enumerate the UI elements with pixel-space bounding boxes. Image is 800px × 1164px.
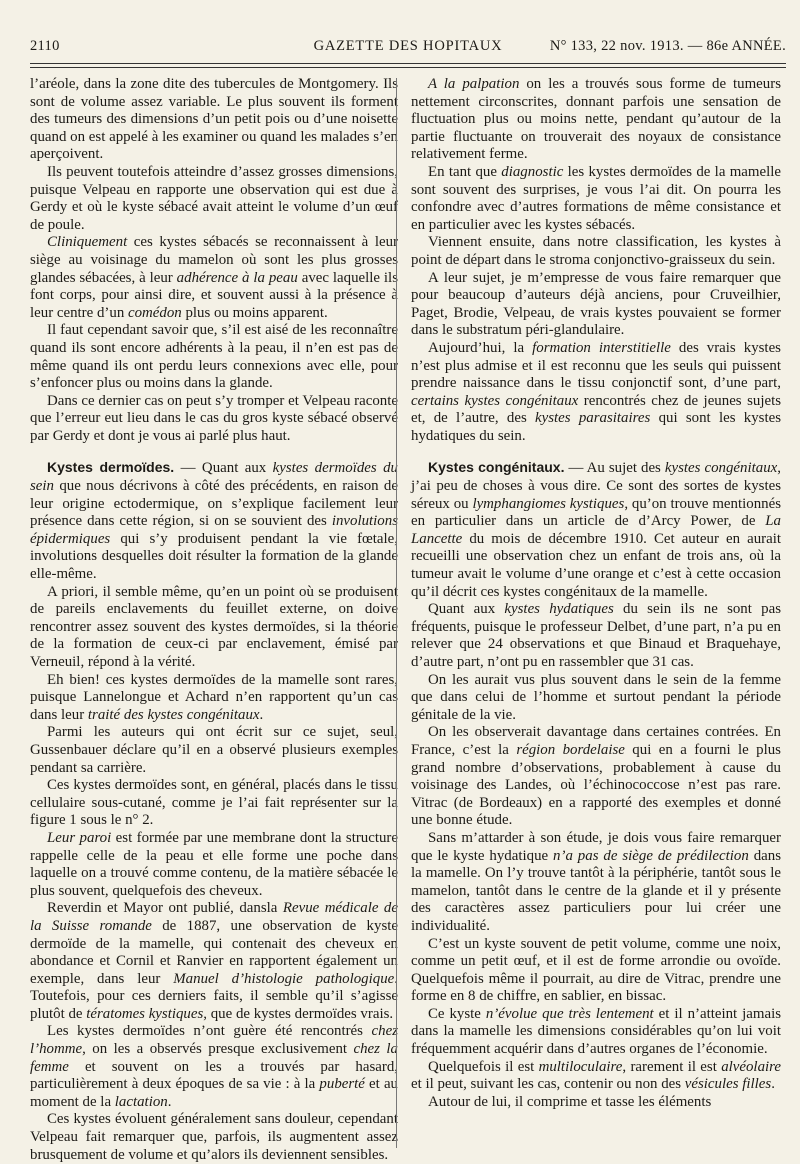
paragraph: Quant aux kystes hydatiques du sein ils ne sont pas fréquents, puisque le professeur Delbet, d’une part, n’a pu en relever que 24 observations et que Binaud et Braquehaye, d’autre part, n’ont pu en rassembler que 31 cas.: [411, 601, 782, 670]
paragraph: On les aurait vus plus souvent dans le sein de la femme que dans celui de l’homme et surtout pendant la période génitale de la vie.: [411, 671, 781, 723]
paragraph: Viennent ensuite, dans notre classification, les kystes à point de départ dans le stroma conjonctivo-graisseux du sein.: [411, 234, 781, 268]
paragraph: Dans ce dernier cas on peut s’y tromper et Velpeau raconte que l’erreur eut lieu dans le cas du gros kyste sébacé observé par Gerdy et dont je vous ai parlé plus haut.: [30, 392, 398, 444]
paragraph: Il faut cependant savoir que, s’il est aisé de les reconnaître quand ils sont encore adhérents à la peau, il n’en est pas de même quand ils ont perdu leurs connexions avec elle, pour s’enfoncer plus ou moins dans la glande.: [30, 322, 398, 392]
page-header: [30, 38, 786, 60]
paragraph: Ils peuvent toutefois atteindre d’assez grosses dimensions, puisque Velpeau en rapporte une observation qui est due à Gerdy et où le kyste sébacé avait atteint le volume d’un œuf de poule.: [30, 163, 398, 233]
paragraph: En tant que diagnostic les kystes dermoïdes de la mamelle sont souvent des surprises, je vous l’ai dit. On pourra les confondre avec d’autres formations de même consistance et en particulier avec les kystes sébacés.: [411, 163, 781, 233]
paragraph: A la palpation on les a trouvés sous forme de tumeurs nettement circonscrites, donnant parfois une sensation de fluctuation plus ou moins nette, pendant qu’autour de la partie fluctuante on trouverait des noyaux de consistance relativement ferme.: [411, 76, 781, 163]
paragraph: Eh bien! ces kystes dermoïdes de la mamelle sont rares, puisque Lannelongue et Achard n’en rapportent qu’un cas dans leur traité des kystes congénitaux.: [30, 671, 398, 723]
paragraph: Les kystes dermoïdes n’ont guère été rencontrés chez l’homme, on les a observés presque exclusivement chez la femme et souvent on les a trouvés par hasard, particulièrement à deux époques de sa vie : à la puberté et au moment de la lactation.: [30, 1023, 398, 1110]
left-column: [30, 76, 398, 1164]
paragraph: Kystes dermoïdes. — Quant aux kystes dermoïdes du sein que nous décrivons à côté des précédents, en raison de leur origine ectodermique, on s’explique facilement leur présence dans cette région, si on se souvient des involutions épidermiques qui s’y produisent pendant la vie fœtale, involutions desquelles doit résulter la formation de la glande elle-même.: [30, 459, 398, 583]
paragraph: Sans m’attarder à son étude, je dois vous faire remarquer que le kyste hydatique n’a pas de siège de prédilection dans la mamelle. On l’y trouve tantôt à la périphérie, tantôt sous le mamelon, tantôt dans le centre de la glande et il y présente des caractères assez particuliers pour lui créer une individualité.: [411, 829, 781, 934]
issue-info: N° 133, 22 nov. 1913. — 86e ANNÉE.: [549, 38, 786, 54]
column-divider: [396, 78, 397, 1148]
page-number: 2110: [30, 38, 60, 54]
paragraph: l’aréole, dans la zone dite des tubercules de Montgomery. Ils sont de volume assez variable. Le plus souvent ils forment des tumeurs des dimensions d’un petit pois ou d’une noisette quand on est appelé à les examiner ou quand les malades s’en aperçoivent.: [30, 76, 398, 163]
paragraph: Leur paroi est formée par une membrane dont la structure rappelle celle de la peau et elle forme une poche dans laquelle on a trouvé comme contenu, de la matière sébacée le plus souvent, quelquefois des cheveux.: [30, 829, 398, 899]
paragraph: Reverdin et Mayor ont publié, dansla Revue médicale de la Suisse romande de 1887, une observation de kyste dermoïde de la mamelle, qui contenait des cheveux en abondance et Cornil et Ranvier en rapportent également un exemple, dans leur Manuel d’histologie pathologique. Toutefois, pour ces derniers faits, il semble qu’il s’agisse plutôt de tératomes kystiques, que de kystes dermoïdes vrais.: [30, 900, 398, 1022]
paragraph: Autour de lui, il comprime et tasse les éléments: [428, 1093, 712, 1110]
paragraph: Cliniquement ces kystes sébacés se reconnaissent à leur siège au voisinage du mamelon où sont les plus grosses glandes sébacées, à leur adhérence à la peau avec laquelle ils font corps, pour ainsi dire, et souvent aussi à la présence à leur centre d’un comédon plus ou moins apparent.: [30, 234, 398, 321]
header-rule: [30, 63, 786, 64]
paragraph: Ces kystes dermoïdes sont, en général, placés dans le tissu cellulaire sous-cutané, comme je l’ai fait représenter sur la figure 1 sous le n° 2.: [30, 777, 398, 829]
paragraph: A leur sujet, je m’empresse de vous faire remarquer que pour beaucoup d’auteurs déjà anciens, pour Cruveilhier, Paget, Brodie, Velpeau, de vrais kystes pouvaient se former dans le substratum péri-glandulaire.: [411, 269, 781, 339]
journal-title: GAZETTE DES HOPITAUX: [313, 38, 503, 54]
paragraph: Ces kystes évoluent généralement sans douleur, cependant Velpeau fait remarquer que, parfois, ils augmentent assez brusquement de volume et qu’alors ils deviennent sensibles.: [30, 1111, 398, 1163]
right-column: [411, 76, 781, 1111]
paragraph: Ce kyste n’évolue que très lentement et il n’atteint jamais dans la mamelle les dimensions considérables qu’on lui voit fréquemment acquérir dans d’autres organes de l’économie.: [411, 1005, 781, 1058]
paragraph: C’est un kyste souvent de petit volume, comme une noix, comme un petit œuf, et il est de forme arrondie ou ovoïde. Quelquefois même il pourrait, au dire de Vitrac, prendre une forme en 8 de chiffre, en sablier, en bissac.: [411, 935, 781, 1005]
paragraph: A priori, il semble même, qu’en un point où se produisent de pareils enclavements du feuillet externe, on doive rencontrer assez souvent des kystes dermoïdes, si la théorie de la formation de ceux-ci par enclavement, émisé par Verneuil, répond à la vérité.: [30, 583, 398, 670]
paragraph: Kystes congénitaux. — Au sujet des kystes congénitaux, j’ai peu de choses à vous dire. Ce sont des sortes de kystes séreux ou lymphangiomes kystiques, qu’on trouve mentionnés en particulier dans un article de d’Arcy Power, de La Lancette du mois de décembre 1910. Cet auteur en aurait recueilli une observation chez un enfant de trois ans, où la tumeur avait le volume d’une orange et c’est à cette occasion qu’il décrit ces kystes congénitaux de la mamelle.: [411, 459, 781, 600]
paragraph: Parmi les auteurs qui ont écrit sur ce sujet, seul, Gussenbauer déclare qu’il en a observé plusieurs exemples pendant sa carrière.: [30, 724, 398, 776]
paragraph: Aujourd’hui, la formation interstitielle des vrais kystes n’est plus admise et il est reconnu que les seuls qui puissent prendre naissance dans le tissu conjonctif sont, d’une part, certains kystes congénitaux rencontrés chez de jeunes sujets et, de l’autre, des kystes parasitaires qui sont les kystes hydatiques du sein.: [411, 339, 781, 444]
header-rule-double: [30, 67, 786, 68]
paragraph: Quelquefois il est multiloculaire, rarement il est alvéolaire et il peut, suivant les cas, contenir ou non des vésicules filles.: [411, 1058, 782, 1093]
paragraph: On les observerait davantage dans certaines contrées. En France, c’est la région bordelaise qui en a fourni le plus grand nombre d’observations, probablement à cause du voisinage des Landes, où l’échinococcose n’est pas rare. Vitrac (de Bordeaux) en a rapporté des exemples et donné une bonne étude.: [411, 724, 781, 829]
